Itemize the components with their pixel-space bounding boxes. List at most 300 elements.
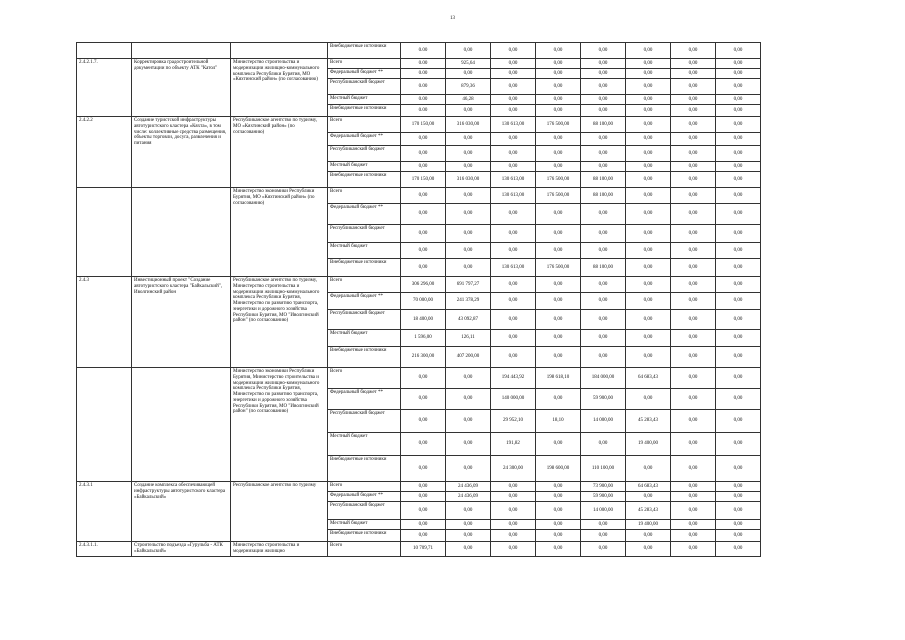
amount-cell: 0,00 — [626, 204, 671, 225]
item-executor: Министерство строительства и модернизации жилищно — [231, 542, 328, 557]
table-row — [77, 368, 761, 389]
amount-cell: 0,00 — [581, 225, 626, 243]
amount-cell: 0,00 — [671, 105, 716, 117]
amount-cell: 0,00 — [401, 492, 446, 502]
amount-cell: 0,00 — [446, 162, 491, 172]
amount-cell: 0,00 — [581, 43, 626, 59]
amount-cell: 0,00 — [491, 310, 536, 330]
amount-cell: 0,00 — [716, 43, 761, 59]
amount-cell: 216 300,00 — [401, 347, 446, 368]
item-code — [77, 43, 132, 59]
funding-source: Республиканский бюджет — [328, 79, 401, 95]
amount-cell: 19 400,00 — [626, 520, 671, 530]
funding-source: Внебюджетные источники — [328, 456, 401, 482]
amount-cell: 0,00 — [716, 79, 761, 95]
amount-cell: 18,10 — [536, 410, 581, 433]
amount-cell: 0,00 — [581, 520, 626, 530]
funding-source: Республиканский бюджет — [328, 410, 401, 433]
amount-cell: 0,00 — [491, 530, 536, 542]
amount-cell: 0,00 — [536, 502, 581, 520]
amount-cell: 176 500,00 — [536, 172, 581, 188]
amount-cell: 0,00 — [626, 188, 671, 204]
amount-cell: 0,00 — [401, 146, 446, 162]
item-code: 2.4.3.1.1. — [77, 542, 132, 557]
budget-table — [76, 42, 761, 557]
amount-cell: 170 150,00 — [401, 117, 446, 133]
amount-cell: 0,00 — [626, 59, 671, 69]
amount-cell: 0,00 — [446, 530, 491, 542]
funding-source: Внебюджетные источники — [328, 347, 401, 368]
amount-cell: 0,00 — [626, 277, 671, 293]
amount-cell: 0,00 — [536, 69, 581, 79]
funding-source: Внебюджетные источники — [328, 105, 401, 117]
amount-cell: 14 000,00 — [581, 502, 626, 520]
amount-cell: 0,00 — [716, 105, 761, 117]
amount-cell: 88 100,00 — [581, 188, 626, 204]
amount-cell: 0,00 — [536, 133, 581, 146]
amount-cell: 0,00 — [671, 95, 716, 105]
amount-cell: 184 000,00 — [581, 368, 626, 389]
amount-cell: 0,00 — [716, 530, 761, 542]
amount-cell: 0,00 — [581, 310, 626, 330]
amount-cell: 0,00 — [536, 43, 581, 59]
amount-cell: 0,00 — [401, 133, 446, 146]
item-name: Инвестиционный проект "Создание автотуристского кластера "Байкальский", Иволгинский район — [132, 277, 231, 368]
funding-source: Всего — [328, 117, 401, 133]
amount-cell: 59 900,00 — [581, 389, 626, 410]
amount-cell: 43 092,87 — [446, 310, 491, 330]
amount-cell: 0,00 — [716, 59, 761, 69]
amount-cell: 24 436,09 — [446, 492, 491, 502]
item-executor: Министерство строительства и модернизации жилищно-коммунального комплекса Республики Бурятия, МО «Кяхтинский район» (по согласованию) — [231, 59, 328, 117]
amount-cell: 198 618,10 — [536, 368, 581, 389]
amount-cell: 0,00 — [401, 225, 446, 243]
amount-cell: 0,00 — [536, 105, 581, 117]
amount-cell: 0,00 — [446, 225, 491, 243]
amount-cell: 0,00 — [716, 433, 761, 456]
amount-cell: 0,00 — [536, 79, 581, 95]
amount-cell: 126,11 — [446, 330, 491, 347]
amount-cell: 0,00 — [671, 243, 716, 259]
amount-cell: 0,00 — [491, 146, 536, 162]
amount-cell: 0,00 — [581, 293, 626, 310]
amount-cell: 0,00 — [626, 530, 671, 542]
amount-cell: 0,00 — [446, 133, 491, 146]
amount-cell: 0,00 — [671, 530, 716, 542]
table-row — [77, 188, 761, 204]
amount-cell: 0,00 — [671, 277, 716, 293]
amount-cell: 0,00 — [446, 433, 491, 456]
amount-cell: 70 000,00 — [401, 293, 446, 310]
amount-cell: 0,00 — [581, 162, 626, 172]
amount-cell: 0,00 — [401, 502, 446, 520]
amount-cell: 691 797,27 — [446, 277, 491, 293]
amount-cell: 0,00 — [626, 310, 671, 330]
funding-source: Республиканский бюджет — [328, 310, 401, 330]
amount-cell: 0,00 — [626, 69, 671, 79]
amount-cell: 0.00 — [401, 95, 446, 105]
amount-cell: 0,00 — [671, 492, 716, 502]
funding-source: Внебюджетные источники — [328, 530, 401, 542]
amount-cell: 194 443,92 — [491, 368, 536, 389]
amount-cell: 0,00 — [626, 146, 671, 162]
amount-cell: 0,00 — [581, 277, 626, 293]
amount-cell: 0,00 — [626, 95, 671, 105]
amount-cell: 0,00 — [401, 243, 446, 259]
amount-cell: 130 613,00 — [491, 188, 536, 204]
amount-cell: 0,00 — [491, 133, 536, 146]
item-code: 2.4.2.1.7. — [77, 59, 132, 117]
amount-cell: 0,00 — [716, 277, 761, 293]
funding-source: Федеральный бюджет ** — [328, 389, 401, 410]
funding-source: Местный бюджет — [328, 162, 401, 172]
item-code — [77, 188, 132, 277]
item-code: 2.4.2.2 — [77, 117, 132, 188]
amount-cell: 176 500,00 — [536, 188, 581, 204]
item-name — [132, 188, 231, 277]
funding-source: Всего — [328, 482, 401, 492]
amount-cell: 0,00 — [671, 117, 716, 133]
amount-cell: 24 300,00 — [491, 456, 536, 482]
item-name — [132, 43, 231, 59]
amount-cell: 0,00 — [716, 492, 761, 502]
table-row — [77, 482, 761, 492]
amount-cell: 0,00 — [671, 389, 716, 410]
page-number: 13 — [450, 16, 455, 21]
amount-cell: 0,00 — [491, 243, 536, 259]
funding-source: Местный бюджет — [328, 433, 401, 456]
amount-cell: 0,00 — [626, 259, 671, 277]
amount-cell: 130 613,00 — [491, 259, 536, 277]
funding-source: Внебюджетные источники — [328, 259, 401, 277]
funding-source: Местный бюджет — [328, 520, 401, 530]
funding-source: Федеральный бюджет ** — [328, 204, 401, 225]
amount-cell: 0,00 — [491, 69, 536, 79]
amount-cell: 0,00 — [536, 433, 581, 456]
amount-cell: 0,00 — [626, 542, 671, 557]
amount-cell: 0,00 — [671, 204, 716, 225]
amount-cell: 0,00 — [491, 482, 536, 492]
amount-cell: 176 500,00 — [536, 117, 581, 133]
amount-cell: 0,00 — [401, 162, 446, 172]
amount-cell: 0,00 — [671, 133, 716, 146]
amount-cell: 29 952,10 — [491, 410, 536, 433]
funding-source: Всего — [328, 542, 401, 557]
amount-cell: 45 283,43 — [626, 410, 671, 433]
item-code: 2.4.3 — [77, 277, 132, 368]
amount-cell: 0,00 — [401, 530, 446, 542]
amount-cell: 0,00 — [671, 59, 716, 69]
amount-cell: 0,00 — [716, 259, 761, 277]
amount-cell: 0,00 — [536, 530, 581, 542]
amount-cell: 14 000,00 — [581, 410, 626, 433]
amount-cell: 0,00 — [446, 456, 491, 482]
item-name: Корректировка градостроительной документации по объекту АТК "Катол" — [132, 59, 231, 117]
amount-cell: 0,00 — [581, 433, 626, 456]
amount-cell: 0,00 — [626, 293, 671, 310]
amount-cell: 0,00 — [401, 520, 446, 530]
amount-cell: 0,00 — [536, 482, 581, 492]
amount-cell: 0,00 — [671, 368, 716, 389]
amount-cell: 0,00 — [446, 502, 491, 520]
amount-cell: 0,00 — [626, 43, 671, 59]
amount-cell: 0,00 — [581, 542, 626, 557]
amount-cell: 306 296,00 — [401, 277, 446, 293]
funding-source: Федеральный бюджет ** — [328, 492, 401, 502]
amount-cell: 0,00 — [716, 188, 761, 204]
item-code: 2.4.3.1 — [77, 482, 132, 542]
amount-cell: 0,00 — [491, 43, 536, 59]
amount-cell: 0,00 — [446, 146, 491, 162]
amount-cell: 0,00 — [716, 117, 761, 133]
amount-cell: 0,00 — [536, 225, 581, 243]
amount-cell: 0,00 — [671, 433, 716, 456]
amount-cell: 0,00 — [716, 146, 761, 162]
amount-cell: 0,00 — [446, 259, 491, 277]
amount-cell: 0,00 — [671, 69, 716, 79]
amount-cell: 0,00 — [716, 162, 761, 172]
amount-cell: 0,00 — [671, 347, 716, 368]
amount-cell: 45 283,43 — [626, 502, 671, 520]
amount-cell: 0,00 — [491, 293, 536, 310]
funding-source: Федеральный бюджет ** — [328, 133, 401, 146]
amount-cell: 0,00 — [446, 69, 491, 79]
amount-cell: 0,00 — [671, 410, 716, 433]
amount-cell: 0,00 — [581, 69, 626, 79]
amount-cell: 10 709,71 — [401, 542, 446, 557]
amount-cell: 0,00 — [716, 95, 761, 105]
amount-cell: 0,00 — [671, 482, 716, 492]
amount-cell: 0,00 — [446, 243, 491, 259]
amount-cell: 0,00 — [716, 542, 761, 557]
amount-cell: 0,00 — [626, 79, 671, 95]
amount-cell: 0,00 — [581, 530, 626, 542]
amount-cell: 0,00 — [401, 204, 446, 225]
funding-source: Всего — [328, 188, 401, 204]
table-row — [77, 43, 761, 59]
funding-source: Республиканский бюджет — [328, 146, 401, 162]
amount-cell: 0,00 — [581, 79, 626, 95]
amount-cell: 0,00 — [716, 368, 761, 389]
amount-cell: 0,00 — [716, 410, 761, 433]
amount-cell: 0,00 — [716, 172, 761, 188]
amount-cell: 316 030,00 — [446, 117, 491, 133]
amount-cell: 0,00 — [536, 293, 581, 310]
amount-cell: 0,00 — [491, 330, 536, 347]
amount-cell: 0,00 — [716, 520, 761, 530]
amount-cell: 0,00 — [671, 43, 716, 59]
amount-cell: 130 613,00 — [491, 117, 536, 133]
amount-cell: 0,00 — [446, 188, 491, 204]
amount-cell: 0,00 — [446, 520, 491, 530]
item-executor: Министерство экономики Республики Бурятия, МО «Кяхтинский район» (по согласованию) — [231, 188, 328, 277]
amount-cell: 59 900,00 — [581, 492, 626, 502]
amount-cell: 0,00 — [536, 389, 581, 410]
funding-source: Местный бюджет — [328, 243, 401, 259]
amount-cell: 19 400,00 — [626, 433, 671, 456]
amount-cell: 0,00 — [401, 259, 446, 277]
funding-source: Внебюджетные источники — [328, 172, 401, 188]
amount-cell: 0,00 — [671, 79, 716, 95]
funding-source: Местный бюджет — [328, 330, 401, 347]
funding-source: Всего — [328, 277, 401, 293]
amount-cell: 0,00 — [401, 188, 446, 204]
amount-cell: 0,00 — [716, 347, 761, 368]
amount-cell: 0,00 — [671, 259, 716, 277]
amount-cell: 0,00 — [491, 105, 536, 117]
amount-cell: 0,00 — [536, 277, 581, 293]
amount-cell: 0,00 — [491, 225, 536, 243]
amount-cell: 241 378,29 — [446, 293, 491, 310]
amount-cell: 0,00 — [536, 310, 581, 330]
item-name: Создание туристской инфраструктуры автотуристского кластера «Кяхта», в том числе: коллективные средства размещения, объекты торговли, досуга, развлечения и питания — [132, 117, 231, 188]
amount-cell: 0,00 — [401, 456, 446, 482]
amount-cell: 0,00 — [626, 330, 671, 347]
amount-cell: 1 596,00 — [401, 330, 446, 347]
amount-cell: 0,00 — [491, 347, 536, 368]
amount-cell: 0,00 — [581, 347, 626, 368]
amount-cell: 0,00 — [626, 492, 671, 502]
table-row — [77, 59, 761, 69]
amount-cell: 0,00 — [536, 492, 581, 502]
amount-cell: 0,00 — [581, 204, 626, 225]
amount-cell: 0,00 — [536, 162, 581, 172]
amount-cell: 0,00 — [446, 542, 491, 557]
amount-cell: 0,00 — [401, 433, 446, 456]
amount-cell: 0,00 — [491, 162, 536, 172]
amount-cell: 0,00 — [446, 43, 491, 59]
amount-cell: 0,00 — [491, 79, 536, 95]
item-executor: Республиканское агентство по туризму — [231, 482, 328, 542]
amount-cell: 879,36 — [446, 79, 491, 95]
funding-source: Всего — [328, 368, 401, 389]
amount-cell: 0,00 — [716, 456, 761, 482]
amount-cell: 0,00 — [536, 204, 581, 225]
amount-cell: 88 100,00 — [581, 259, 626, 277]
amount-cell: 0,00 — [536, 542, 581, 557]
amount-cell: 0,00 — [401, 410, 446, 433]
amount-cell: 0,00 — [446, 389, 491, 410]
amount-cell: 0,00 — [671, 520, 716, 530]
amount-cell: 140 000,00 — [491, 389, 536, 410]
amount-cell: 0,00 — [446, 105, 491, 117]
amount-cell: 0,00 — [581, 330, 626, 347]
amount-cell: 0,00 — [446, 368, 491, 389]
item-name — [132, 368, 231, 482]
amount-cell: 0,00 — [671, 330, 716, 347]
item-executor — [231, 43, 328, 59]
amount-cell: 0.00 — [401, 43, 446, 59]
amount-cell: 0,00 — [671, 146, 716, 162]
funding-source: Внебюджетные источники — [328, 43, 401, 59]
amount-cell: 0,00 — [536, 243, 581, 259]
amount-cell: 110 100,00 — [581, 456, 626, 482]
amount-cell: 0,00 — [491, 95, 536, 105]
funding-source: Федеральный бюджет ** — [328, 293, 401, 310]
amount-cell: 0,00 — [626, 243, 671, 259]
item-code — [77, 368, 132, 482]
amount-cell: 0,00 — [716, 133, 761, 146]
amount-cell: 0.00 — [401, 59, 446, 69]
amount-cell: 88 100,00 — [581, 117, 626, 133]
amount-cell: 0,00 — [716, 225, 761, 243]
amount-cell: 64 683,43 — [626, 368, 671, 389]
amount-cell: 0,00 — [491, 520, 536, 530]
amount-cell: 0,00 — [716, 502, 761, 520]
table-row — [77, 277, 761, 293]
amount-cell: 0,00 — [626, 389, 671, 410]
amount-cell: 0,00 — [581, 146, 626, 162]
amount-cell: 0,00 — [671, 172, 716, 188]
amount-cell: 0,00 — [671, 293, 716, 310]
table-row — [77, 542, 761, 557]
item-name: Создание комплекса обеспечивающей инфраструктуры автотуристского кластера «Байкальский» — [132, 482, 231, 542]
amount-cell: 0,00 — [536, 59, 581, 69]
amount-cell: 46,28 — [446, 95, 491, 105]
amount-cell: 925,64 — [446, 59, 491, 69]
amount-cell: 0,00 — [401, 482, 446, 492]
amount-cell: 0,00 — [491, 542, 536, 557]
amount-cell: 130 613,00 — [491, 172, 536, 188]
amount-cell: 0,00 — [536, 520, 581, 530]
funding-source: Республиканский бюджет — [328, 225, 401, 243]
amount-cell: 0,00 — [671, 310, 716, 330]
amount-cell: 0.00 — [401, 105, 446, 117]
amount-cell: 0,00 — [491, 59, 536, 69]
funding-source: Федеральный бюджет ** — [328, 69, 401, 79]
table-row — [77, 117, 761, 133]
amount-cell: 0,00 — [446, 204, 491, 225]
item-executor: Республиканское агентство по туризму, Министерство строительства и модернизации жилищно-коммунального комплекса Республики Бурятия, Министерство по развитию транспорта, энергетики и дорожного хозяйства Республики Бурятия, МО "Иволгинский район" (по согласованию) — [231, 277, 328, 368]
amount-cell: 0,00 — [716, 330, 761, 347]
amount-cell: 407 200,00 — [446, 347, 491, 368]
amount-cell: 0,00 — [491, 502, 536, 520]
amount-cell: 0,00 — [626, 162, 671, 172]
amount-cell: 0,00 — [716, 482, 761, 492]
amount-cell: 0,00 — [581, 133, 626, 146]
amount-cell: 0,00 — [716, 310, 761, 330]
amount-cell: 0,00 — [446, 410, 491, 433]
amount-cell: 0,00 — [716, 293, 761, 310]
amount-cell: 0,00 — [536, 330, 581, 347]
amount-cell: 176 500,00 — [536, 259, 581, 277]
funding-source: Республиканский бюджет — [328, 502, 401, 520]
amount-cell: 0,00 — [716, 204, 761, 225]
amount-cell: 0,00 — [536, 95, 581, 105]
amount-cell: 64 683,43 — [626, 482, 671, 492]
amount-cell: 0,00 — [626, 133, 671, 146]
amount-cell: 316 030,00 — [446, 172, 491, 188]
amount-cell: 24 436,09 — [446, 482, 491, 492]
amount-cell: 0,00 — [581, 243, 626, 259]
amount-cell: 0,00 — [671, 225, 716, 243]
amount-cell: 0,00 — [626, 172, 671, 188]
funding-source: Местный бюджет — [328, 95, 401, 105]
amount-cell: 0,00 — [626, 347, 671, 368]
amount-cell: 73 900,00 — [581, 482, 626, 492]
amount-cell: 191,82 — [491, 433, 536, 456]
amount-cell: 88 100,00 — [581, 172, 626, 188]
amount-cell: 0.00 — [401, 69, 446, 79]
amount-cell: 198 600,00 — [536, 456, 581, 482]
item-executor: Республиканское агентство по туризму, МО «Кяхтинский район» (по согласованию) — [231, 117, 328, 188]
amount-cell: 0,00 — [401, 389, 446, 410]
amount-cell: 0,00 — [671, 456, 716, 482]
amount-cell: 0,00 — [716, 389, 761, 410]
amount-cell: 0,00 — [671, 188, 716, 204]
amount-cell: 0,00 — [491, 204, 536, 225]
amount-cell: 0,00 — [581, 59, 626, 69]
